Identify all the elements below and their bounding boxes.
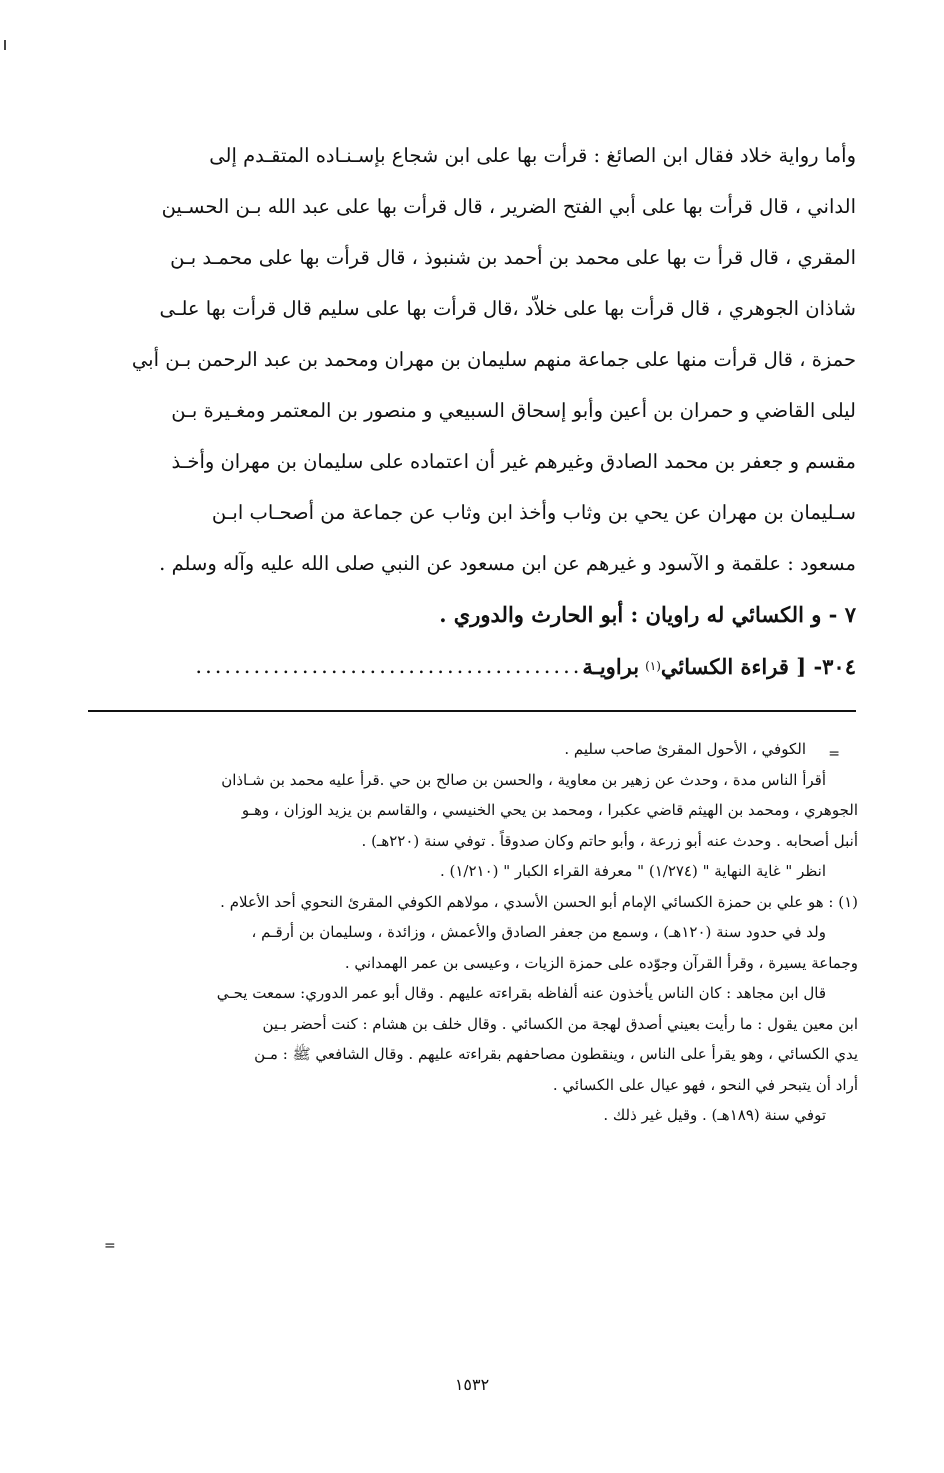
footnote-line: انظر " غاية النهاية " (١/٢٧٤) " معرفة القراء الكبار " (١/٢١٠) . xyxy=(439,862,826,880)
footnote-line: ولد في حدود سنة (١٢٠هـ) ، وسمع من جعفر الصادق والأعمش ، وزائدة ، وسليمان بن أرقـم ، xyxy=(251,923,826,941)
footnote-line: قال ابن مجاهد : كان الناس يأخذون عنه ألفاظه بقراءته عليهم . وقال أبو عمر الدوري: سمعت يحـي xyxy=(216,984,826,1002)
main-text xyxy=(88,130,856,692)
footnote-line: توفي سنة (١٨٩هـ) . وقيل غير ذلك . xyxy=(603,1106,826,1124)
heading-304-dots: ........................................ xyxy=(195,654,583,678)
footnote-line: الكوفي ، الأحول المقرئ صاحب سليم . xyxy=(564,740,806,758)
main-line: المقري ، قال قرأ ت بها على محمد بن أحمد بن شنبوذ ، قال قرأت بها على محمـد بـن xyxy=(170,246,856,269)
main-line: مسعود : علقمة و الآسود و غيرهم عن ابن مسعود عن النبي صلى الله عليه وآله وسلم . xyxy=(159,552,856,575)
main-line: مقسم و جعفر بن محمد الصادق وغيرهم غير أن اعتماده على سليمان بن مهران وأخـذ xyxy=(171,450,856,473)
footnote-separator xyxy=(88,710,856,712)
scan-mark xyxy=(4,40,6,50)
section-heading-304 xyxy=(88,640,856,692)
footnote-line: وجماعة يسيرة ، وقرأ القرآن وجوّده على حمزة الزيات ، وعيسى بن عمر الهمداني . xyxy=(344,953,858,972)
footnote-line: ابن معين يقول : ما رأيت بعيني أصدق لهجة من الكسائي . وقال خلف بن هشام : كنت أحضر بـين xyxy=(262,1014,858,1033)
main-line: حمزة ، قال قرأت منها على جماعة منهم سليمان بن مهران ومحمد بن عبد الرحمن بـن أبي xyxy=(131,348,856,371)
footnote-ref: (١) xyxy=(645,659,661,673)
page-number: ١٥٣٢ xyxy=(454,1375,490,1394)
continuation-marker-bottom: = xyxy=(104,1238,116,1254)
footnotes xyxy=(88,734,858,1131)
main-line: شاذان الجوهري ، قال قرأت بها على خلاّد ،قال قرأت بها على سليم قال قرأت بها علـى xyxy=(159,297,856,320)
main-line: سـليمان بن مهران عن يحي بن وثاب وأخذ ابن وثاب عن جماعة من أصحـاب ابـن xyxy=(211,501,856,524)
footnote-line: أقرأ الناس مدة ، وحدث عن زهير بن معاوية ، والحسن بن صالح بن حي .قرأ عليه محمد بن شـاذان xyxy=(221,770,826,789)
footnote-line: أراد أن يتبحر في النحو ، فهو عيال على الكسائي . xyxy=(552,1075,858,1094)
footnote-line: أنبل أصحابه . وحدث عنه أبو زرعة ، وأبو حاتم وكان صدوقاً . توفي سنة (٢٢٠هـ) . xyxy=(361,831,858,850)
footnote-line: (١) : هو علي بن حمزة الكسائي الإمام أبو الحسن الأسدي ، مولاهم الكوفي المقرئ النحوي أحد الأعلام . xyxy=(220,892,858,911)
main-line: ليلى القاضي و حمران بن أعين وأبو إسحاق السبيعي و منصور بن المعتمر ومغـيرة بـن xyxy=(171,399,856,422)
heading-304-prefix: ٣٠٤- [ قراءة الكسائي xyxy=(660,653,856,679)
section-heading-7: ٧ - و الكسائي له راويان : أبو الحارث والدوري . xyxy=(439,602,856,627)
main-line: وأما رواية خلاد فقال ابن الصائغ : قرأت بها على ابن شجاع بإسـنـاده المتقـدم إلى xyxy=(209,144,856,167)
footnote-line: الجوهري ، ومحمد بن الهيثم قاضي عكبرا ، ومحمد بن يحي الخنيسي ، والقاسم بن يزيد الوزان ، وهـو xyxy=(241,801,858,819)
continuation-marker-top: = xyxy=(828,746,840,762)
heading-304-suffix: براويـة xyxy=(582,653,640,679)
main-line: الداني ، قال قرأت بها على أبي الفتح الضرير ، قال قرأت بها على عبد الله بـن الحسـين xyxy=(161,195,856,218)
footnote-line: يدي الكسائي ، وهو يقرأ على الناس ، وينقطون مصاحفهم بقراءته عليهم . وقال الشافعي ﷺ : مـن xyxy=(254,1045,858,1063)
